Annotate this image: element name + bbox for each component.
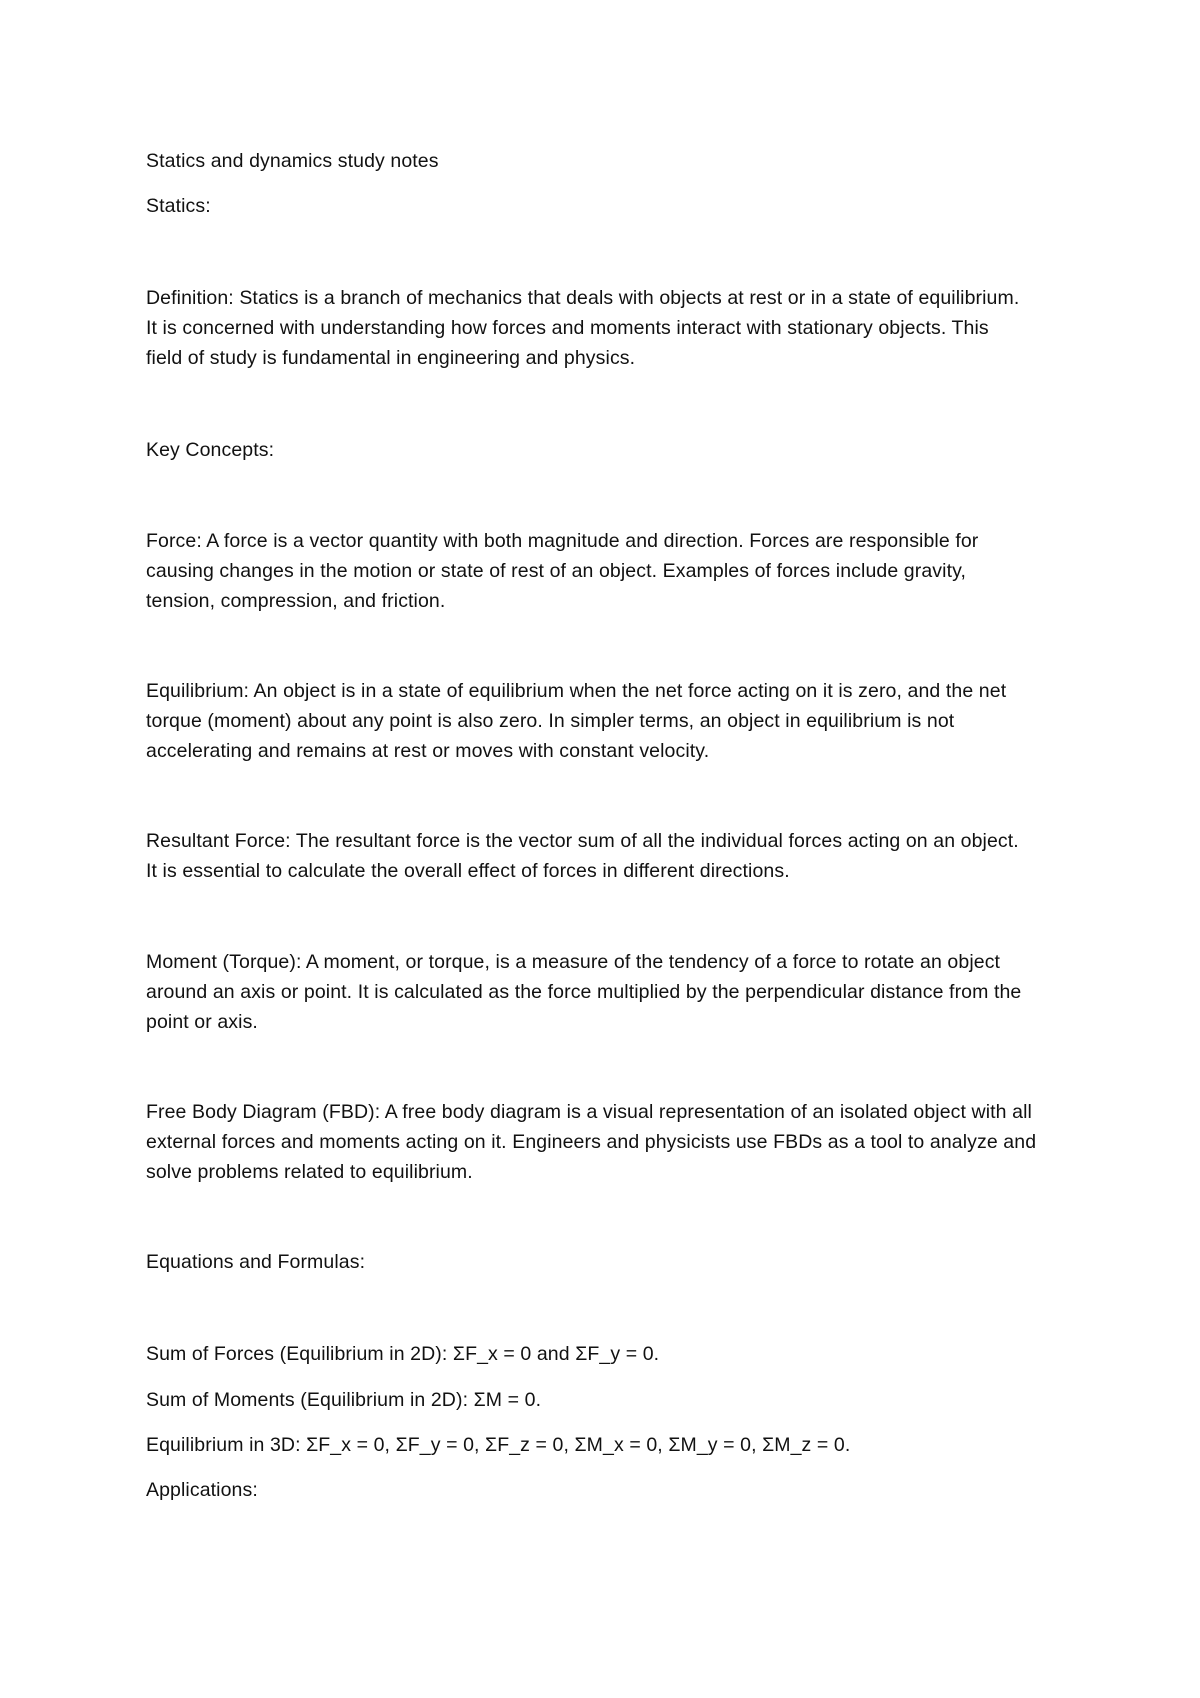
fbd-line-3: solve problems related to equilibrium. (146, 1161, 473, 1183)
fbd-line-1: Free Body Diagram (FBD): A free body diagram is a visual representation of an isolated object with all (146, 1101, 1032, 1123)
equation-equilibrium-3d: Equilibrium in 3D: ΣF_x = 0, ΣF_y = 0, ΣF_z = 0, ΣM_x = 0, ΣM_y = 0, ΣM_z = 0. (146, 1434, 851, 1456)
force-line-1: Force: A force is a vector quantity with both magnitude and direction. Forces are responsible for (146, 530, 979, 552)
moment-line-1: Moment (Torque): A moment, or torque, is a measure of the tendency of a force to rotate an object (146, 951, 1001, 973)
force-line-3: tension, compression, and friction. (146, 590, 446, 612)
equations-heading: Equations and Formulas: (146, 1251, 366, 1273)
resultant-force-line-1: Resultant Force: The resultant force is the vector sum of all the individual forces acting on an object. (146, 830, 1019, 852)
moment-line-2: around an axis or point. It is calculated as the force multiplied by the perpendicular distance from the (146, 981, 1022, 1003)
definition-line-1: Definition: Statics is a branch of mechanics that deals with objects at rest or in a state of equilibrium. (146, 287, 1020, 309)
resultant-force-line-2: It is essential to calculate the overall effect of forces in different directions. (146, 860, 790, 882)
force-line-2: causing changes in the motion or state of rest of an object. Examples of forces include gravity, (146, 560, 967, 582)
document-title: Statics and dynamics study notes (146, 150, 439, 172)
section-heading-statics: Statics: (146, 195, 211, 217)
equation-sum-of-moments: Sum of Moments (Equilibrium in 2D): ΣM = 0. (146, 1389, 542, 1411)
applications-heading: Applications: (146, 1479, 258, 1501)
definition-line-2: It is concerned with understanding how forces and moments interact with stationary objects. This (146, 317, 989, 339)
definition-line-3: field of study is fundamental in engineering and physics. (146, 347, 636, 369)
fbd-line-2: external forces and moments acting on it. Engineers and physicists use FBDs as a tool to analyze and (146, 1131, 1037, 1153)
equilibrium-line-2: torque (moment) about any point is also zero. In simpler terms, an object in equilibrium is not (146, 710, 955, 732)
equilibrium-line-1: Equilibrium: An object is in a state of equilibrium when the net force acting on it is zero, and the net (146, 680, 1007, 702)
equation-sum-of-forces: Sum of Forces (Equilibrium in 2D): ΣF_x = 0 and ΣF_y = 0. (146, 1343, 660, 1365)
moment-line-3: point or axis. (146, 1011, 258, 1033)
equilibrium-line-3: accelerating and remains at rest or moves with constant velocity. (146, 740, 710, 762)
key-concepts-heading: Key Concepts: (146, 439, 275, 461)
